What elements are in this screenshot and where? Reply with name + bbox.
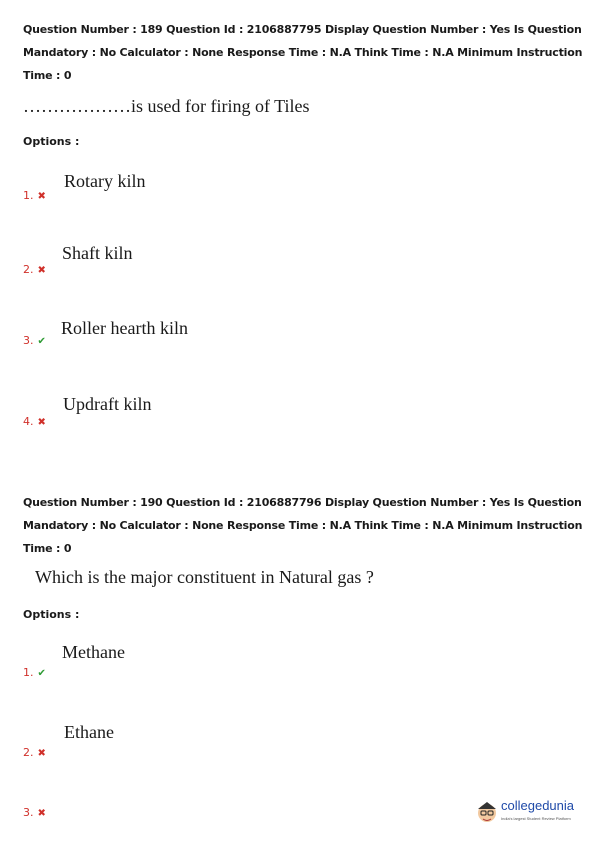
question-text: ………………is used for firing of Tiles (23, 96, 310, 116)
option-number: 2. ✖ (23, 263, 46, 276)
option-text: Roller hearth kiln (61, 318, 188, 338)
question-meta-line: Question Number : 189 Question Id : 2106887795 Display Question Number : Yes Is Question (23, 23, 582, 36)
check-icon: ✔ (37, 668, 46, 679)
option-number: 1. ✔ (23, 666, 46, 679)
option-text: Methane (62, 642, 125, 662)
question-block-189 (23, 18, 583, 87)
options-label: Options : (23, 135, 80, 148)
question-text: Which is the major constituent in Natural gas ? (35, 567, 374, 587)
question-meta-line: Time : 0 (23, 69, 72, 82)
question-block-190 (23, 491, 583, 560)
option-number: 1. ✖ (23, 189, 46, 202)
option-text: Rotary kiln (64, 171, 146, 191)
option-number: 2. ✖ (23, 746, 46, 759)
options-label: Options : (23, 608, 80, 621)
cross-icon: ✖ (37, 417, 46, 428)
option-text: Shaft kiln (62, 243, 133, 263)
option-text: Ethane (64, 722, 114, 742)
question-meta-line: Mandatory : No Calculator : None Response Time : N.A Think Time : N.A Minimum Instruction (23, 46, 583, 59)
check-icon: ✔ (37, 336, 46, 347)
cross-icon: ✖ (37, 265, 46, 276)
option-text: Updraft kiln (63, 394, 152, 414)
cross-icon: ✖ (37, 191, 46, 202)
question-meta-line: Time : 0 (23, 542, 72, 555)
question-meta-line: Question Number : 190 Question Id : 2106887796 Display Question Number : Yes Is Question (23, 496, 582, 509)
question-meta-line: Mandatory : No Calculator : None Response Time : N.A Think Time : N.A Minimum Instruction (23, 519, 583, 532)
collegedunia-logo (475, 796, 585, 830)
logo-name: collegedunia (501, 798, 575, 813)
option-number: 3. ✖ (23, 806, 46, 819)
option-number: 4. ✖ (23, 415, 46, 428)
option-number: 3. ✔ (23, 334, 46, 347)
logo-tagline: India's largest Student Review Platform (501, 816, 571, 821)
cross-icon: ✖ (37, 808, 46, 819)
student-avatar-icon (475, 798, 499, 828)
cross-icon: ✖ (37, 748, 46, 759)
